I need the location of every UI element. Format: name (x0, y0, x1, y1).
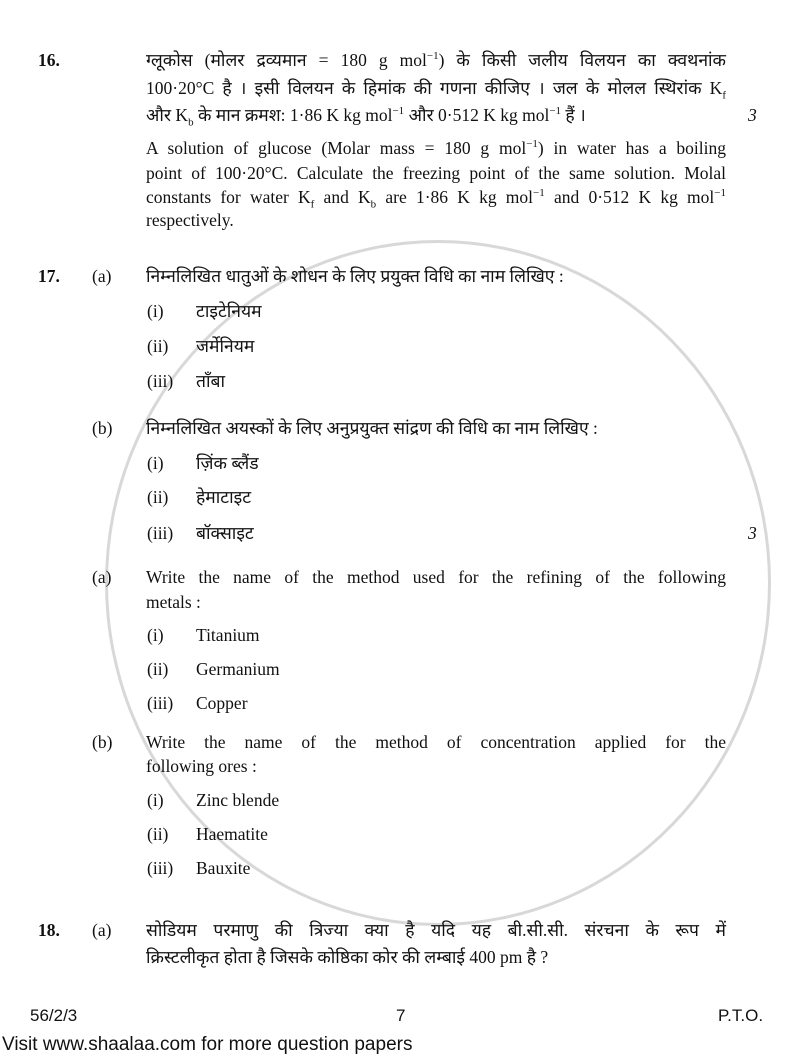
item-text: बॉक्साइट (196, 523, 254, 543)
item-text: हेमाटाइट (196, 487, 252, 507)
marks: 3 (748, 105, 757, 125)
part-label: (b) (92, 418, 113, 438)
q16-english-line: A solution of glucose (Molar mass = 180 g mol$^{-1}$) in water has a boiling (146, 138, 726, 158)
question-number: 18. (38, 920, 60, 940)
part-label: (a) (92, 920, 112, 940)
page-number: 7 (396, 1006, 406, 1025)
part-label: (a) (92, 567, 112, 587)
item-text: टाइटेनियम (196, 301, 262, 321)
item-number: (i) (147, 790, 164, 810)
item-text: ज़िंक ब्लैंड (196, 453, 259, 473)
item-text: Titanium (196, 625, 260, 645)
item-number: (iii) (147, 693, 174, 713)
q16-english-line: point of 100·20°C. Calculate the freezing point of the same solution. Molal (146, 163, 726, 183)
item-text: Haematite (196, 824, 268, 844)
part-label: (a) (92, 266, 112, 286)
q16-hindi-line: 100·20°C है । इसी विलयन के हिमांक की गणना कीजिए । जल के मोलल स्थिरांक $K_f$ (146, 78, 726, 102)
part-label: (b) (92, 732, 113, 752)
item-text: Germanium (196, 659, 280, 679)
item-number: (i) (147, 301, 164, 321)
marks: 3 (748, 523, 757, 543)
q17b-hindi-text: निम्नलिखित अयस्कों के लिए अनुप्रयुक्त सांद्रण की विधि का नाम लिखिए : (146, 418, 598, 438)
item-number: (ii) (147, 824, 169, 844)
q16-hindi-line: और $K_b$ के मान क्रमश: 1·86 K kg mol$^{-1}$ और 0·512 K kg mol$^{-1}$ हैं । (146, 105, 586, 129)
question-number: 17. (38, 266, 60, 286)
question-number: 16. (38, 50, 60, 70)
item-text: ताँबा (196, 371, 226, 391)
item-text: Zinc blende (196, 790, 280, 810)
item-text: Copper (196, 693, 248, 713)
item-number: (iii) (147, 371, 174, 391)
item-text: जर्मेनियम (196, 336, 255, 356)
q17a-hindi-text: निम्नलिखित धातुओं के शोधन के लिए प्रयुक्त विधि का नाम लिखिए : (146, 266, 564, 286)
item-number: (i) (147, 625, 164, 645)
paper-code: 56/2/3 (30, 1006, 78, 1025)
item-number: (iii) (147, 858, 174, 878)
q17b-english-line: Write the name of the method of concentration applied for the (146, 732, 726, 752)
item-number: (iii) (147, 523, 174, 543)
q18-hindi-line: सोडियम परमाणु की त्रिज्या क्या है यदि यह बी.सी.सी. संरचना के रूप में (146, 920, 726, 940)
item-number: (ii) (147, 487, 169, 507)
q16-english-line: constants for water $K_f$ and $K_b$ are 1·86 K kg mol$^{-1}$ and 0·512 K kg mol$^{-1}$ (146, 187, 726, 211)
item-number: (i) (147, 453, 164, 473)
q16-hindi-line: ग्लूकोस (मोलर द्रव्यमान = 180 g mol$^{-1}$) के किसी जलीय विलयन का क्वथनांक (146, 50, 726, 70)
q17a-english-line: metals : (146, 592, 201, 612)
visit-link[interactable]: Visit www.shaalaa.com for more question papers (2, 1034, 413, 1055)
q17b-english-line: following ores : (146, 756, 257, 776)
q17a-english-line: Write the name of the method used for the refining of the following (146, 567, 726, 587)
item-text: Bauxite (196, 858, 251, 878)
item-number: (ii) (147, 336, 169, 356)
q18-hindi-line: क्रिस्टलीकृत होता है जिसके कोष्ठिका कोर की लम्बाई 400 pm है ? (146, 947, 549, 967)
q16-english-line: respectively. (146, 210, 234, 230)
pto-label: P.T.O. (718, 1006, 764, 1025)
item-number: (ii) (147, 659, 169, 679)
